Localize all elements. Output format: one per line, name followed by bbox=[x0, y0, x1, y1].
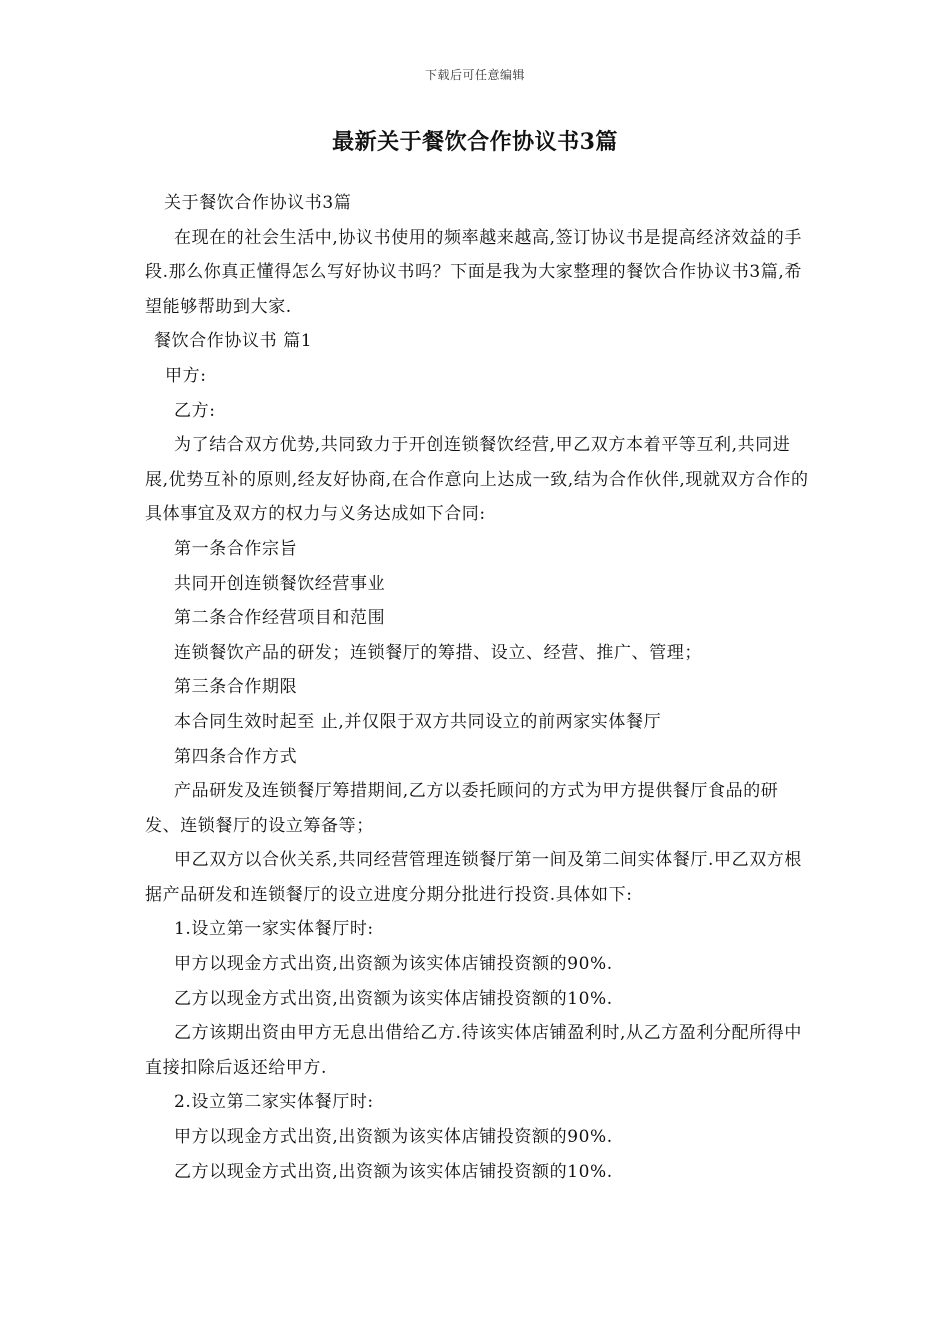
article-1-heading: 第一条合作宗旨 bbox=[174, 538, 298, 559]
list-item-1-party-b: 乙方以现金方式出资,出资额为该实体店铺投资额的10%. bbox=[174, 988, 613, 1009]
article-3-body: 本合同生效时起至 止,并仅限于双方共同设立的前两家实体餐厅 bbox=[174, 711, 662, 732]
intro-paragraph: 在现在的社会生活中,协议书使用的频率越来越高,签订协议书是提高经济效益的手段.那么你真正懂得怎么写好协议书吗？下面是我为大家整理的餐饮合作协议书3篇,希望能够帮助到大家. bbox=[145, 227, 803, 317]
article-4-body-1: 产品研发及连锁餐厅筹措期间,乙方以委托顾问的方式为甲方提供餐厅食品的研发、连锁餐厅的设立筹备等； bbox=[145, 781, 779, 836]
preamble-paragraph: 为了结合双方优势,共同致力于开创连锁餐饮经营,甲乙双方本着平等互利,共同进展,优势互补的原则,经友好协商,在合作意向上达成一致,结为合作伙伴,现就双方合作的具体事宜及双方的权力与义务达成如下合同: bbox=[145, 435, 809, 525]
article-3-heading: 第三条合作期限 bbox=[174, 677, 298, 698]
document-title: 最新关于餐饮合作协议书3篇 bbox=[332, 129, 618, 155]
list-item-1-party-a: 甲方以现金方式出资,出资额为该实体店铺投资额的90%. bbox=[174, 954, 613, 975]
article-4-body-2: 甲乙双方以合伙关系,共同经营管理连锁餐厅第一间及第二间实体餐厅.甲乙双方根据产品研发和连锁餐厅的设立进度分期分批进行投资.具体如下: bbox=[145, 850, 803, 905]
chapter-heading: 餐饮合作协议书 篇1 bbox=[154, 331, 313, 352]
list-item-2-heading: 2.设立第二家实体餐厅时: bbox=[174, 1092, 374, 1113]
party-a-line: 甲方: bbox=[165, 365, 207, 386]
subtitle-paragraph: 关于餐饮合作协议书3篇 bbox=[164, 193, 352, 213]
article-2-body: 连锁餐饮产品的研发；连锁餐厅的筹措、设立、经营、推广、管理； bbox=[174, 642, 702, 663]
list-item-1-heading: 1.设立第一家实体餐厅时: bbox=[174, 919, 374, 940]
list-item-1-note: 乙方该期出资由甲方无息出借给乙方.待该实体店铺盈利时,从乙方盈利分配所得中直接扣除后返还给甲方. bbox=[145, 1023, 803, 1078]
document-body bbox=[145, 186, 810, 1189]
article-2-heading: 第二条合作经营项目和范围 bbox=[174, 608, 386, 629]
list-item-2-party-b: 乙方以现金方式出资,出资额为该实体店铺投资额的10%. bbox=[174, 1161, 613, 1182]
article-4-heading: 第四条合作方式 bbox=[174, 746, 298, 767]
party-b-line: 乙方: bbox=[174, 400, 216, 421]
list-item-2-party-a: 甲方以现金方式出资,出资额为该实体店铺投资额的90%. bbox=[174, 1127, 613, 1148]
header-note: 下载后可任意编辑 bbox=[424, 68, 525, 82]
article-1-body: 共同开创连锁餐饮经营事业 bbox=[174, 573, 386, 594]
